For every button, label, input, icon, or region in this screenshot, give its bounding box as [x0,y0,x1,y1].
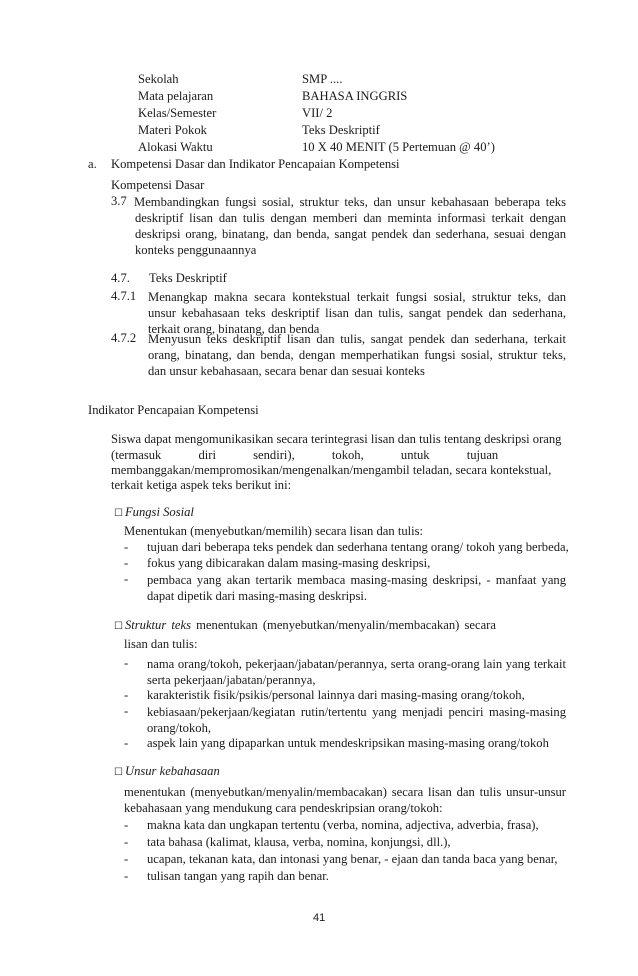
kd-text: Menyusun teks deskriptif lisan dan tulis, sangat pendek dan sederhana, terkait orang, binatang, dan benda, dengan memperhatikan fungsi sosial, struktur teks, dan unsur kebahasaan, secara benar dan sesuai konteks [148,332,566,378]
section-marker: a. [88,157,97,171]
dash-bullet: - [124,852,129,866]
list-item: karakteristik fisik/psikis/personal lainnya dari masing-masing orang/tokoh, [147,688,525,702]
dash-bullet: - [124,818,129,832]
dash-bullet: - [124,540,129,554]
list-item: nama orang/tokoh, pekerjaan/jabatan/perannya, serta orang-orang lain yang terkait serta pekerjaan/jabatan/perannya, [147,657,566,687]
dash-bullet: - [124,736,129,750]
list-item: tata bahasa (kalimat, klausa, verba, nomina, konjungsi, dll.), [147,835,451,849]
info-value: BAHASA INGGRIS [302,89,408,103]
list-item: pembaca yang akan tertarik membaca masing-masing deskripsi, - manfaat yang dapat dipetik dari masing-masing deskripsi. [147,573,566,603]
info-label: Mata pelajaran [138,89,214,103]
kd-text: Teks Deskriptif [149,271,227,285]
list-item: aspek lain yang dipaparkan untuk mendeskripsikan masing-masing orang/tokoh [147,736,549,750]
struktur-title-rest: menentukan (menyebutkan/menyalin/membacakan) secara [190,618,496,632]
struktur-intro: lisan dan tulis: [124,637,198,651]
info-label: Alokasi Waktu [138,140,213,154]
list-item: tulisan tangan yang rapih dan benar. [147,869,329,883]
kd-heading: Kompetensi Dasar [111,178,205,192]
kd-number: 4.7.2 [111,331,137,345]
info-label: Kelas/Semester [138,106,217,120]
kd-text: Membandingkan fungsi sosial, struktur teks, dan unsur kebahasaan beberapa teks deskriptif lisan dan tulis dengan memberi dan meminta informasi terkait dengan deskripsi orang, binatang, dan benda, sangat pendek dan sederhana, sesuai dengan konteks penggunaannya [134,195,566,257]
checkbox-bullet-icon: ☐ [114,508,123,519]
info-value: VII/ 2 [302,106,333,120]
checkbox-bullet-icon: ☐ [114,621,123,632]
dash-bullet: - [124,869,129,883]
dash-bullet: - [124,656,129,670]
dash-bullet: - [124,572,129,586]
section-title: Kompetensi Dasar dan Indikator Pencapaian Kompetensi [111,157,400,171]
dash-bullet: - [124,556,129,570]
unsur-intro: menentukan (menyebutkan/menyalin/membacakan) secara lisan dan tulis unsur-unsur kebahasaan yang mendukung cara pendeskripsian orang/tokoh: [124,785,566,815]
info-value: SMP .... [302,72,343,86]
info-value: 10 X 40 MENIT (5 Pertemuan @ 40’) [302,140,495,154]
list-item: makna kata dan ungkapan tertentu (verba, nomina, adjectiva, adverbia, frasa), [147,818,539,832]
struktur-title: Struktur teks [124,618,191,632]
info-label: Materi Pokok [138,123,207,137]
checkbox-bullet-icon: ☐ [114,767,123,778]
struktur-heading [114,618,496,634]
list-item: fokus yang dibicarakan dalam masing-masing deskripsi, [147,556,431,570]
indikator-paragraph-line [111,448,531,463]
indikator-paragraph-line: membanggakan/mempromosikan/mengenalkan/mengambil teladan, secara kontekstual, [111,463,552,477]
info-value: Teks Deskriptif [302,123,380,137]
indikator-paragraph-line: Siswa dapat mengomunikasikan secara terintegrasi lisan dan tulis tentang deskripsi orang [111,432,562,446]
info-label: Sekolah [138,72,179,86]
unsur-title: Unsur kebahasaan [124,764,220,778]
fungsi-sosial-heading [114,505,194,521]
kd-number: 4.7. [111,271,130,285]
fungsi-sosial-intro: Menentukan (menyebutkan/memilih) secara lisan dan tulis: [124,524,424,538]
fungsi-sosial-title: Fungsi Sosial [124,505,194,519]
indikator-paragraph-line: terkait ketiga aspek teks berikut ini: [111,478,292,492]
kd-number: 3.7 [111,194,127,208]
dash-bullet: - [124,688,129,702]
list-item: kebiasaan/pekerjaan/kegiatan rutin/tertentu yang menjadi penciri masing-masing orang/tokoh, [147,705,566,735]
page-number: 41 [313,912,326,924]
dash-bullet: - [124,704,129,718]
indikator-title: Indikator Pencapaian Kompetensi [88,403,259,417]
kd-text: Menangkap makna secara kontekstual terkait fungsi sosial, struktur teks, dan unsur kebahasaan teks deskriptif lisan dan tulis, sangat pendek dan sederhana, terkait orang, binatang, dan benda [148,290,566,336]
dash-bullet: - [124,835,129,849]
kd-number: 4.7.1 [111,289,137,303]
unsur-heading [114,764,220,780]
list-item: ucapan, tekanan kata, dan intonasi yang benar, - ejaan dan tanda baca yang benar, [147,852,558,866]
indikator-paragraph-text: (termasuk diri sendiri), tokoh, untuk tujuan [111,448,499,462]
list-item: tujuan dari beberapa teks pendek dan sederhana tentang orang/ tokoh yang berbeda, [147,540,569,554]
